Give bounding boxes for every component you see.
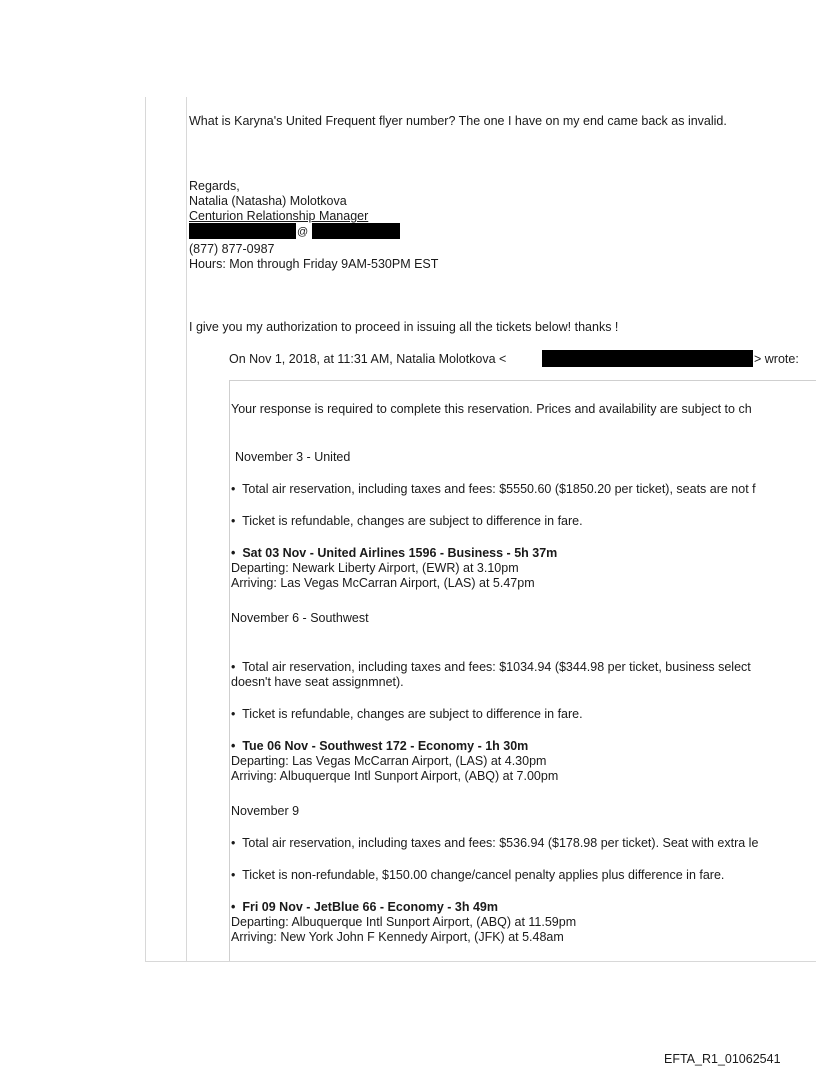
segment-refund: Ticket is refundable, changes are subject to difference in fare.: [242, 514, 583, 528]
flight-departing: Departing: Albuquerque Intl Sunport Airport, (ABQ) at 11.59pm: [231, 915, 577, 929]
signature-phone: (877) 877-0987: [189, 242, 275, 256]
signature-at-sign: @: [297, 226, 309, 238]
segment-refund: Ticket is non-refundable, $150.00 change/cancel penalty applies plus difference in fare.: [242, 868, 725, 882]
flight-title: Fri 09 Nov - JetBlue 66 - Economy - 3h 49m: [242, 900, 498, 914]
list-item: [231, 739, 528, 753]
signature-name: Natalia (Natasha) Molotkova: [189, 194, 347, 208]
bullet: •: [231, 836, 236, 850]
segment-heading: November 3 - United: [235, 450, 351, 464]
quote-header-prefix: On Nov 1, 2018, at 11:31 AM, Natalia Molotkova <: [229, 352, 507, 366]
redaction-box: [312, 223, 400, 239]
quote-header-suffix: > wrote:: [754, 352, 799, 366]
bullet: •: [231, 546, 236, 560]
list-item: [231, 836, 758, 850]
list-item: [231, 546, 557, 560]
quoted-intro: Your response is required to complete this reservation. Prices and availability are subject to ch: [231, 402, 752, 416]
bullet: •: [231, 900, 236, 914]
list-item: [231, 660, 751, 674]
footer-document-id: EFTA_R1_01062541: [664, 1052, 781, 1066]
redaction-box: [542, 350, 753, 367]
frame-border-inner: [186, 97, 187, 962]
question-text: What is Karyna's United Frequent flyer number? The one I have on my end came back as invalid.: [189, 114, 727, 128]
segment-refund: Ticket is refundable, changes are subject to difference in fare.: [242, 707, 583, 721]
signature-closing: Regards,: [189, 179, 240, 193]
list-item: [231, 482, 756, 496]
flight-arriving: Arriving: Las Vegas McCarran Airport, (LAS) at 5.47pm: [231, 576, 535, 590]
frame-border-left: [145, 97, 146, 962]
bullet: •: [231, 660, 236, 674]
list-item: [231, 900, 498, 914]
redaction-box: [189, 223, 296, 239]
list-item: [231, 868, 724, 882]
segment-fare: Total air reservation, including taxes and fees: $536.94 ($178.98 per ticket). Seat with extra le: [242, 836, 759, 850]
flight-title: Sat 03 Nov - United Airlines 1596 - Business - 5h 37m: [242, 546, 558, 560]
quote-header: [229, 352, 506, 366]
segment-fare-continued: doesn't have seat assignmnet).: [231, 675, 404, 689]
segment-fare: Total air reservation, including taxes and fees: $1034.94 ($344.98 per ticket, business select: [242, 660, 751, 674]
flight-departing: Departing: Las Vegas McCarran Airport, (LAS) at 4.30pm: [231, 754, 547, 768]
flight-departing: Departing: Newark Liberty Airport, (EWR) at 3.10pm: [231, 561, 519, 575]
bullet: •: [231, 739, 236, 753]
flight-arriving: Arriving: Albuquerque Intl Sunport Airport, (ABQ) at 7.00pm: [231, 769, 559, 783]
segment-heading: November 9: [231, 804, 300, 818]
flight-title: Tue 06 Nov - Southwest 172 - Economy - 1h 30m: [242, 739, 529, 753]
segment-heading: November 6 - Southwest: [231, 611, 369, 625]
list-item: [231, 707, 583, 721]
signature-title: Centurion Relationship Manager: [189, 209, 369, 223]
quote-border-left: [229, 380, 230, 961]
segment-fare: Total air reservation, including taxes and fees: $5550.60 ($1850.20 per ticket), seats are not f: [242, 482, 756, 496]
signature-hours: Hours: Mon through Friday 9AM-530PM EST: [189, 257, 439, 271]
frame-border-bottom: [145, 961, 816, 962]
bullet: •: [231, 868, 236, 882]
bullet: •: [231, 514, 236, 528]
quote-border-top: [229, 380, 816, 381]
bullet: •: [231, 707, 236, 721]
authorization-text: I give you my authorization to proceed in issuing all the tickets below! thanks !: [189, 320, 619, 334]
flight-arriving: Arriving: New York John F Kennedy Airport, (JFK) at 5.48am: [231, 930, 564, 944]
list-item: [231, 514, 583, 528]
bullet: •: [231, 482, 236, 496]
